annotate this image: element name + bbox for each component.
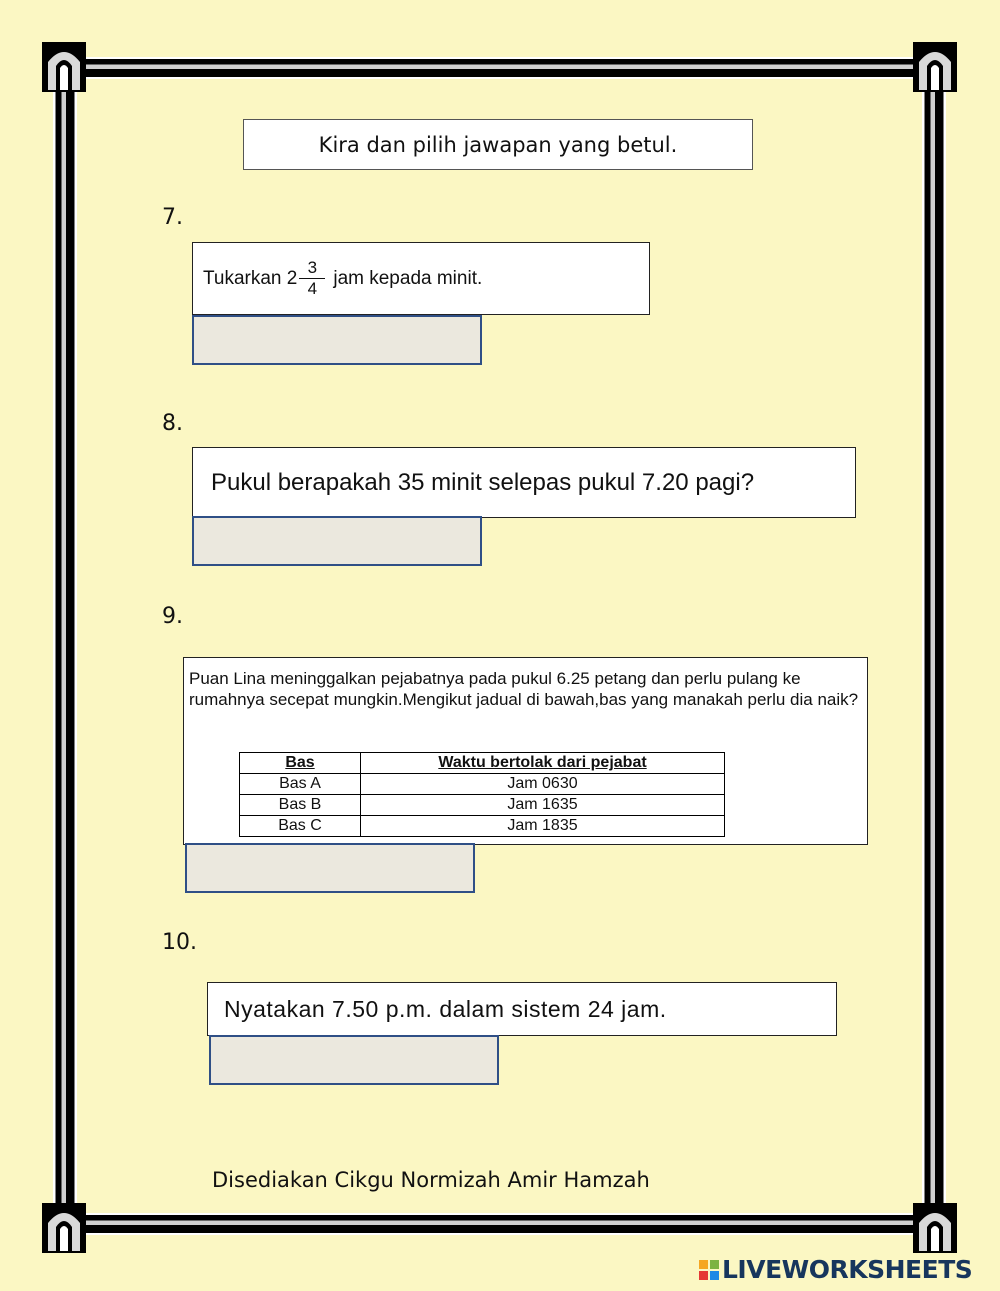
question-7-box	[192, 242, 650, 315]
table-header-row	[240, 753, 725, 774]
question-10-box: Nyatakan 7.50 p.m. dalam sistem 24 jam.	[207, 982, 837, 1036]
table-cell-bus: Bas B	[240, 795, 361, 816]
answer-input-7[interactable]	[192, 315, 482, 365]
answer-input-10[interactable]	[209, 1035, 499, 1085]
table-row	[240, 774, 725, 795]
frame-corner-bottom-right	[913, 1203, 957, 1253]
bus-schedule-table	[239, 752, 725, 837]
table-header-departure-time: Waktu bertolak dari pejabat	[361, 753, 725, 774]
answer-input-9[interactable]	[185, 843, 475, 893]
frame-top-border	[66, 57, 936, 79]
question-10-number: 10.	[162, 930, 197, 955]
liveworksheets-logo-icon	[699, 1260, 719, 1280]
question-7-number: 7.	[162, 205, 183, 230]
fraction	[299, 258, 325, 299]
table-cell-bus: Bas A	[240, 774, 361, 795]
frame-bottom-border	[66, 1213, 936, 1235]
question-9-box	[183, 657, 868, 845]
question-8-number: 8.	[162, 411, 183, 436]
author-credit: Disediakan Cikgu Normizah Amir Hamzah	[212, 1168, 650, 1192]
brand-name: LIVEWORKSHEETS	[722, 1255, 973, 1284]
frame-corner-bottom-left	[42, 1203, 86, 1253]
frame-right-border	[922, 60, 946, 1230]
question-7-text-before: Tukarkan 2	[203, 267, 298, 289]
question-7-text-after: jam kepada minit.	[333, 267, 483, 289]
question-8-box: Pukul berapakah 35 minit selepas pukul 7.20 pagi?	[192, 447, 856, 518]
question-9-text: Puan Lina meninggalkan pejabatnya pada pukul 6.25 petang dan perlu pulang ke rumahnya secepat mungkin.Mengikut jadual di bawah,bas yang manakah perlu dia naik?	[189, 669, 859, 709]
frame-corner-top-right	[913, 42, 957, 92]
table-cell-bus: Bas C	[240, 816, 361, 837]
table-cell-time: Jam 1635	[361, 795, 725, 816]
answer-input-8[interactable]	[192, 516, 482, 566]
table-cell-time: Jam 1835	[361, 816, 725, 837]
liveworksheets-logo[interactable]	[699, 1255, 972, 1284]
frame-left-border	[53, 60, 77, 1230]
question-9-number: 9.	[162, 604, 183, 629]
fraction-denominator: 4	[307, 279, 318, 298]
table-row	[240, 795, 725, 816]
instruction-box: Kira dan pilih jawapan yang betul.	[243, 119, 753, 170]
table-row	[240, 816, 725, 837]
fraction-numerator: 3	[307, 258, 318, 277]
table-header-bus: Bas	[240, 753, 361, 774]
table-cell-time: Jam 0630	[361, 774, 725, 795]
frame-corner-top-left	[42, 42, 86, 92]
